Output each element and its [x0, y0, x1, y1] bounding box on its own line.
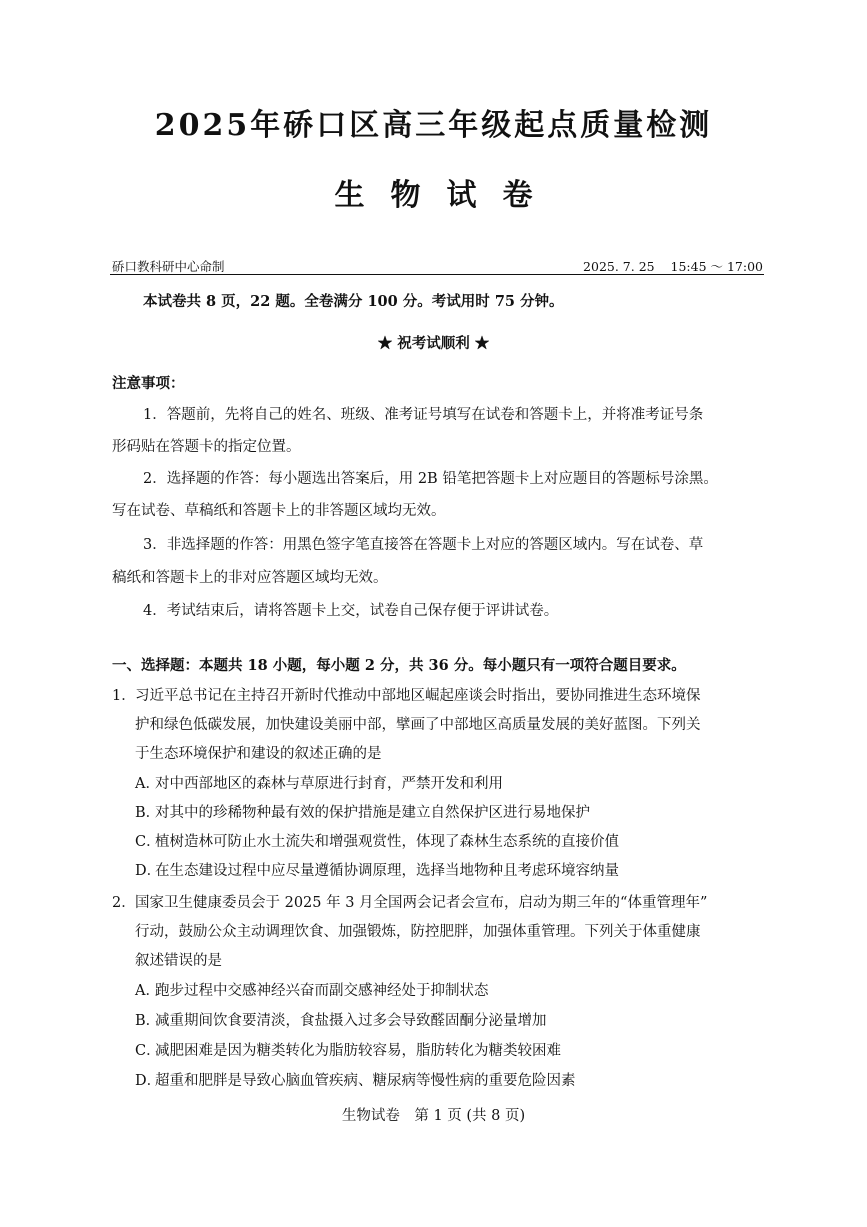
notice-line: 1．答题前，先将自己的姓名、班级、准考证号填写在试卷和答题卡上，并将准考证号条 [143, 407, 704, 423]
exam-title: 2025年硚口区高三年级起点质量检测 [154, 108, 713, 143]
question-number: 2． [112, 895, 136, 911]
option-text: 跑步过程中交感神经兴奋而副交感神经处于抑制状态 [155, 983, 489, 999]
option-text: 减肥困难是因为糖类转化为脂肪较容易，脂肪转化为糖类较困难 [155, 1043, 561, 1059]
option-letter: A． [135, 776, 160, 792]
notice-line: 3．非选择题的作答：用黑色签字笔直接答在答题卡上对应的答题区域内。写在试卷、草 [143, 537, 704, 553]
question-number: 1． [112, 688, 136, 704]
answer-option [135, 772, 503, 793]
notice-line: 4．考试结束后，请将答题卡上交，试卷自己保存便于评讲试卷。 [143, 603, 559, 619]
option-text: 植树造林可防止水土流失和增强观赏性，体现了森林生态系统的直接价值 [155, 834, 619, 850]
notice-line: 2．选择题的作答：每小题选出答案后，用 2B 铅笔把答题卡上对应题目的答题标号涂黑。 [143, 471, 718, 487]
question-stem-line: 护和绿色低碳发展，加快建设美丽中部，擘画了中部地区高质量发展的美好蓝图。下列关 [135, 717, 701, 733]
option-letter: D． [135, 1073, 162, 1089]
option-text: 减重期间饮食要清淡，食盐摄入过多会导致醛固酮分泌量增加 [155, 1013, 547, 1029]
question-stem-line: 于生态环境保护和建设的叙述正确的是 [135, 746, 382, 762]
notice-title: 注意事项： [112, 375, 185, 392]
option-letter: A． [135, 983, 160, 999]
answer-option [135, 979, 489, 1000]
option-letter: B． [135, 1013, 161, 1029]
good-luck-banner: ★ 祝考试顺利 ★ [377, 335, 490, 352]
notice-line: 写在试卷、草稿纸和答题卡上的非答题区域均无效。 [112, 503, 446, 519]
header-meta [112, 257, 763, 275]
answer-option [135, 859, 619, 880]
publisher-label: 硚口教科研中心命制 [112, 259, 225, 274]
option-text: 对其中的珍稀物种最有效的保护措施是建立自然保护区进行易地保护 [155, 805, 590, 821]
paper-info: 本试卷共 8 页，22 题。全卷满分 100 分。考试用时 75 分钟。 [143, 293, 564, 310]
option-text: 在生态建设过程中应尽量遵循协调原理，选择当地物种且考虑环境容纳量 [155, 863, 619, 879]
option-letter: B． [135, 805, 161, 821]
answer-option [135, 1069, 576, 1090]
notice-line: 形码贴在答题卡的指定位置。 [112, 439, 301, 455]
option-letter: D． [135, 863, 162, 879]
option-text: 对中西部地区的森林与草原进行封育，严禁开发和利用 [155, 776, 503, 792]
question-stem-line: 叙述错误的是 [135, 953, 222, 969]
answer-option [135, 1009, 547, 1030]
section-heading: 一、选择题：本题共 18 小题，每小题 2 分，共 36 分。每小题只有一项符合题目要求。 [112, 657, 686, 674]
option-text: 超重和肥胖是导致心脑血管疾病、糖尿病等慢性病的重要危险因素 [155, 1073, 576, 1089]
question-stem-line: 习近平总书记在主持召开新时代推动中部地区崛起座谈会时指出，要协同推进生态环境保 [135, 688, 701, 704]
question-stem-line: 国家卫生健康委员会于 2025 年 3 月全国两会记者会宣布，启动为期三年的“体重管理年” [135, 895, 708, 911]
exam-datetime: 2025. 7. 25 15:45 ～ 17:00 [583, 259, 763, 274]
option-letter: C． [135, 1043, 161, 1059]
option-letter: C． [135, 834, 161, 850]
header-rule [110, 274, 764, 275]
paper-title: 生物试卷 [334, 178, 559, 213]
answer-option [135, 1039, 561, 1060]
answer-option [135, 830, 619, 851]
notice-line: 稿纸和答题卡上的非对应答题区域均无效。 [112, 570, 388, 586]
question-stem-line: 行动，鼓励公众主动调理饮食、加强锻炼，防控肥胖，加强体重管理。下列关于体重健康 [135, 924, 701, 940]
answer-option [135, 801, 590, 822]
page-footer: 生物试卷 第 1 页 (共 8 页) [341, 1108, 526, 1124]
